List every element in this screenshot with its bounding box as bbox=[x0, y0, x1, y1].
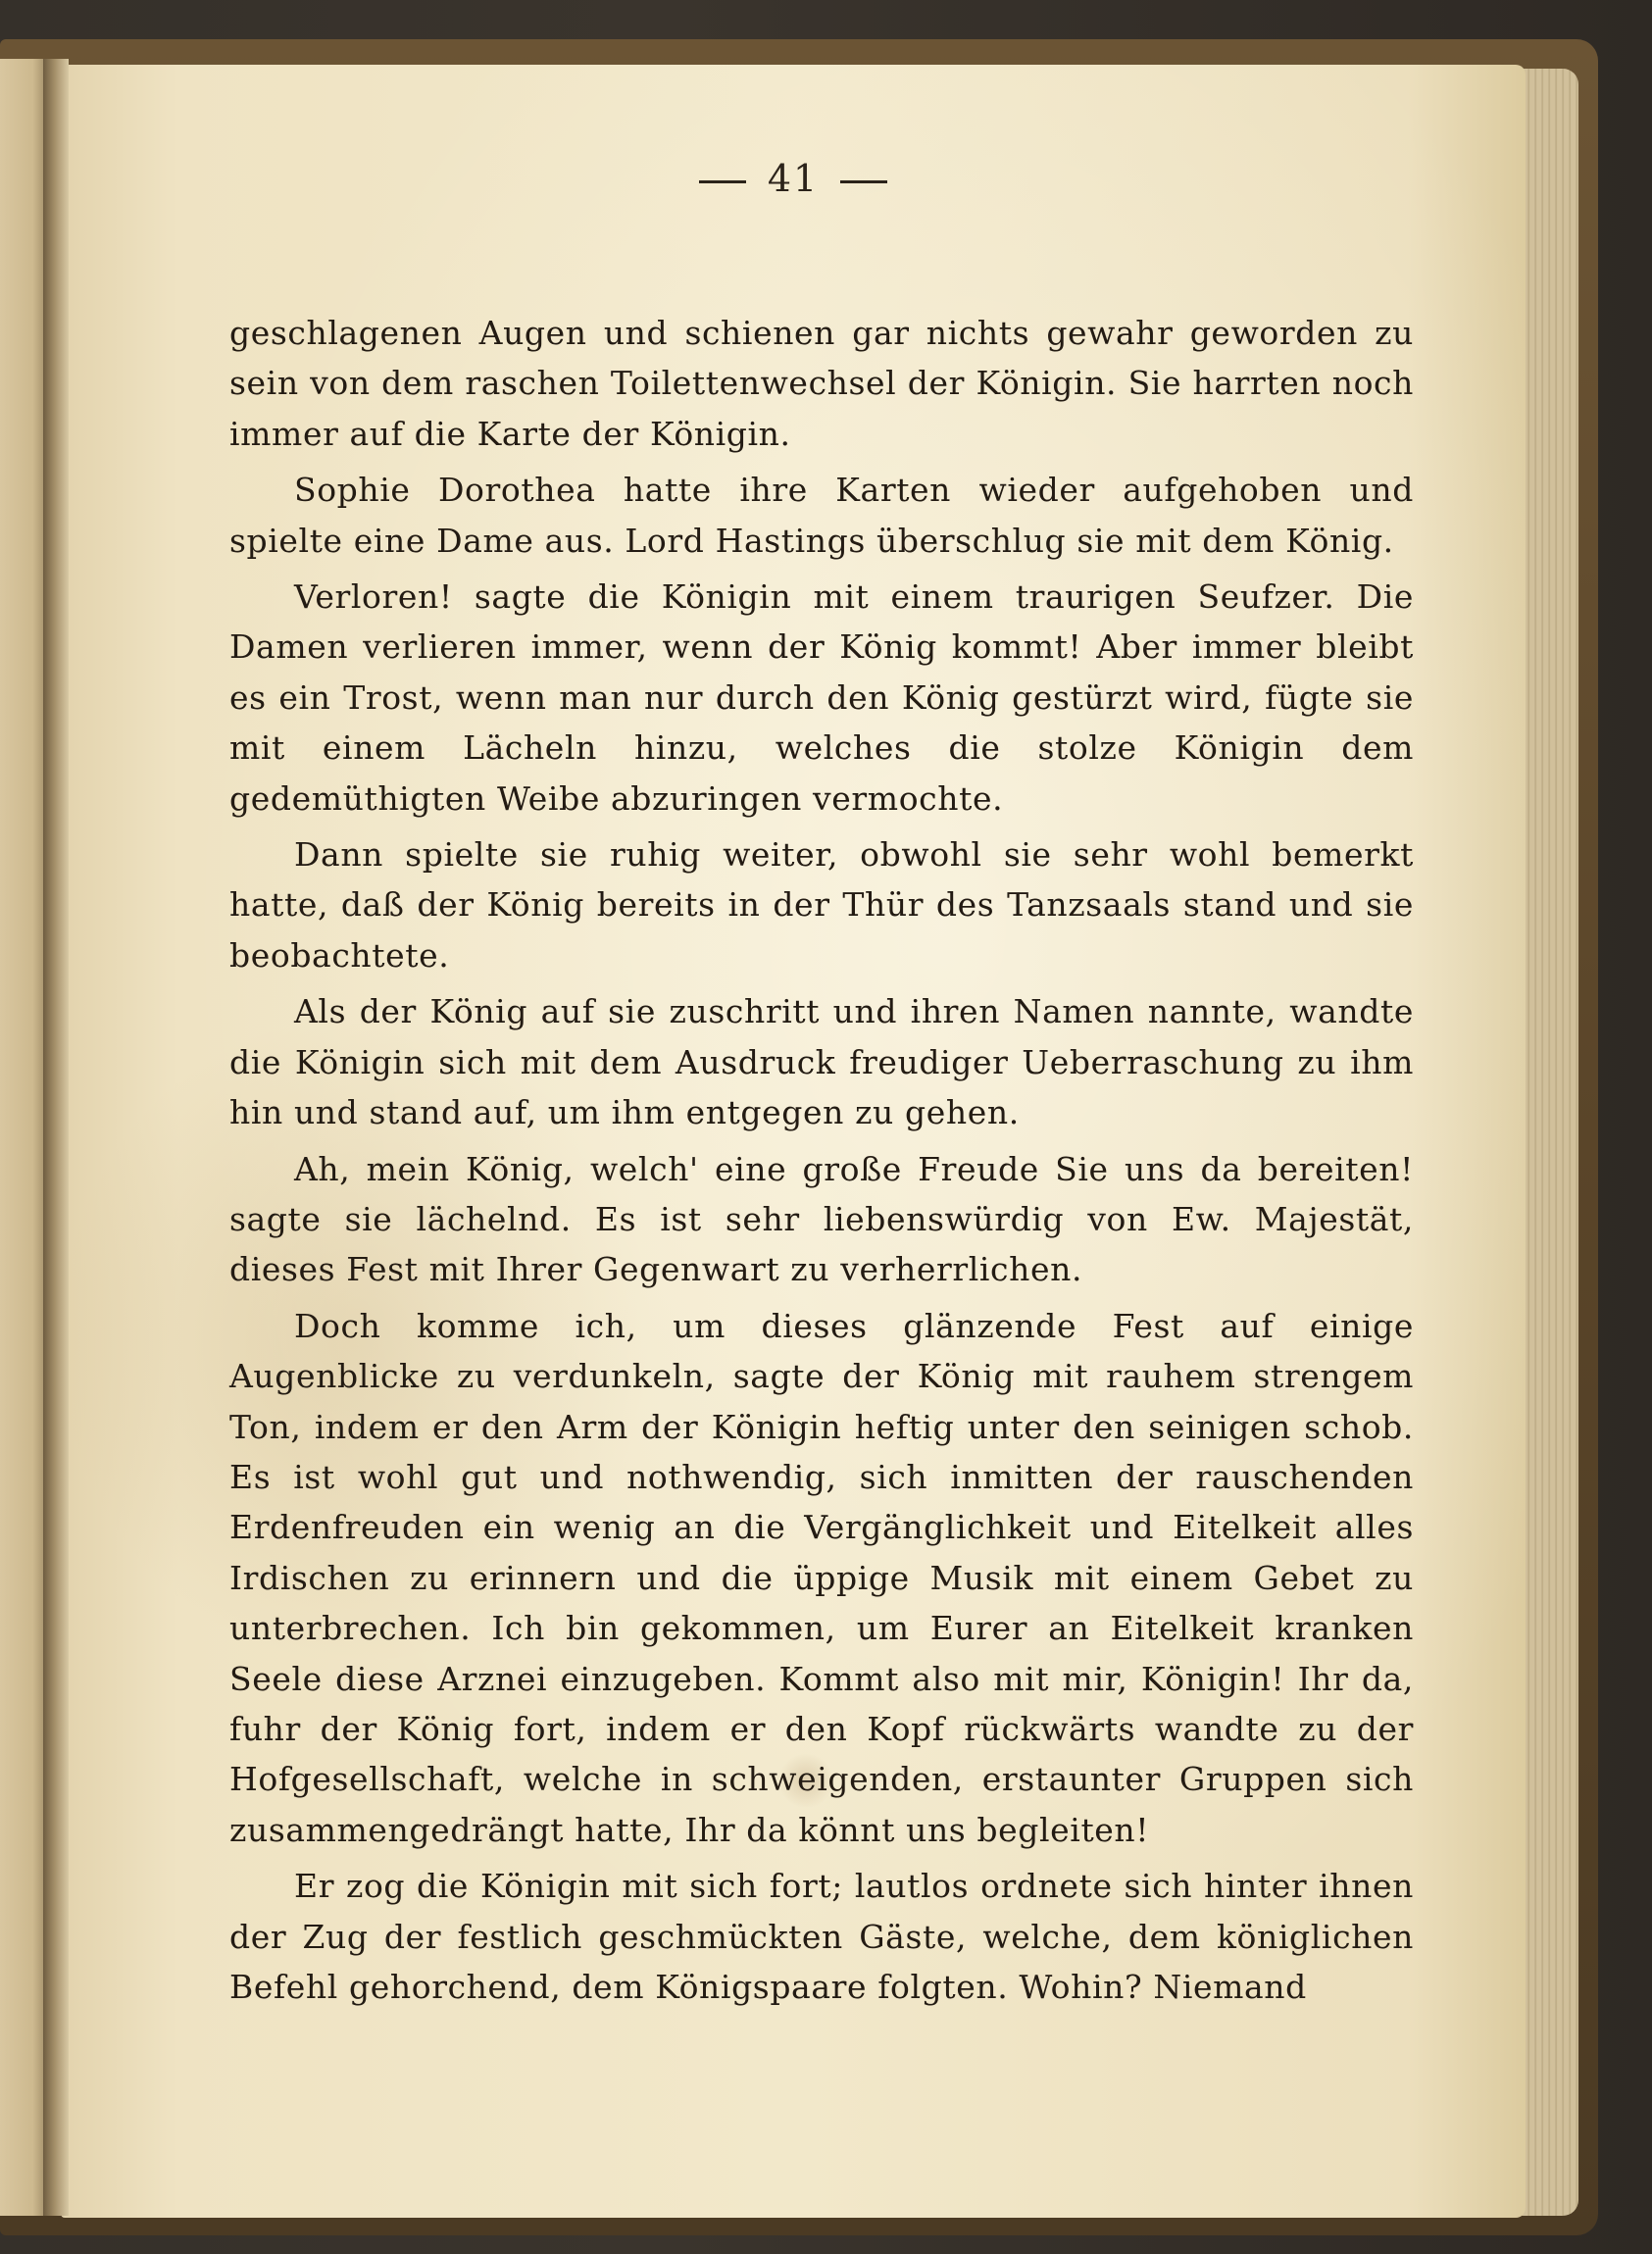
page-number: 41 bbox=[767, 157, 820, 200]
paragraph: geschlagenen Augen und schienen gar nichts gewahr geworden zu sein von dem raschen Toilettenwechsel der Königin. Sie harrten noch immer auf die Karte der Königin. bbox=[229, 314, 1414, 453]
body-text bbox=[229, 308, 1414, 2018]
paragraph: Als der König auf sie zuschritt und ihren Namen nannte, wandte die Königin sich mit dem Ausdruck freudiger Ueberraschung zu ihm hin und stand auf, um ihm entgegen zu gehen. bbox=[229, 992, 1414, 1132]
previous-page-edge bbox=[0, 59, 47, 2216]
paragraph: Er zog die Königin mit sich fort; lautlos ordnete sich hinter ihnen der Zug der festlich geschmückten Gäste, welche, dem königlichen Befehl gehorchend, dem Königspaare folgten. Wohin? Niemand bbox=[229, 1867, 1414, 2006]
book-page bbox=[61, 65, 1526, 2218]
paragraph: Verloren! sagte die Königin mit einem traurigen Seufzer. Die Damen verlieren immer, wenn der König kommt! Aber immer bleibt es ein Trost, wenn man nur durch den König gestürzt wird, fügte sie mit einem Lächeln hinzu, welches die stolze Königin dem gedemüthigten Weibe abzuringen vermochte. bbox=[229, 577, 1414, 818]
book-gutter bbox=[43, 59, 69, 2216]
header-dash-right bbox=[840, 180, 887, 183]
paragraph: Dann spielte sie ruhig weiter, obwohl sie sehr wohl bemerkt hatte, daß der König bereits in der Thür des Tanzsaals stand und sie beobachtete. bbox=[229, 835, 1414, 975]
header-dash-left bbox=[699, 180, 746, 183]
paragraph: Ah, mein König, welch' eine große Freude Sie uns da bereiten! sagte sie lächelnd. Es ist sehr liebenswürdig von Ew. Majestät, dieses Fest mit Ihrer Gegenwart zu verherrlichen. bbox=[229, 1149, 1414, 1289]
paragraph: Doch komme ich, um dieses glänzende Fest auf einige Augenblicke zu verdunkeln, sagte der König mit rauhem strengem Ton, indem er den Arm der Königin heftig unter den seinigen schob. Es ist wohl gut und nothwendig, sich inmitten der rauschenden Erdenfreuden ein wenig an die Vergänglichkeit und Eitelkeit alles Irdischen zu erinnern und die üppige Musik mit einem Gebet zu unterbrechen. Ich bin gekommen, um Eurer an Eitelkeit kranken Seele diese Arznei einzugeben. Kommt also mit mir, Königin! Ihr da, fuhr der König fort, indem er den Kopf rückwärts wandte zu der Hofgesellschaft, welche in schweigenden, erstaunter Gruppen sich zusammengedrängt hatte, Ihr da könnt uns begleiten! bbox=[229, 1306, 1414, 1849]
page-header bbox=[61, 157, 1526, 200]
paragraph: Sophie Dorothea hatte ihre Karten wieder aufgehoben und spielte eine Dame aus. Lord Hastings überschlug sie mit dem König. bbox=[229, 471, 1414, 560]
